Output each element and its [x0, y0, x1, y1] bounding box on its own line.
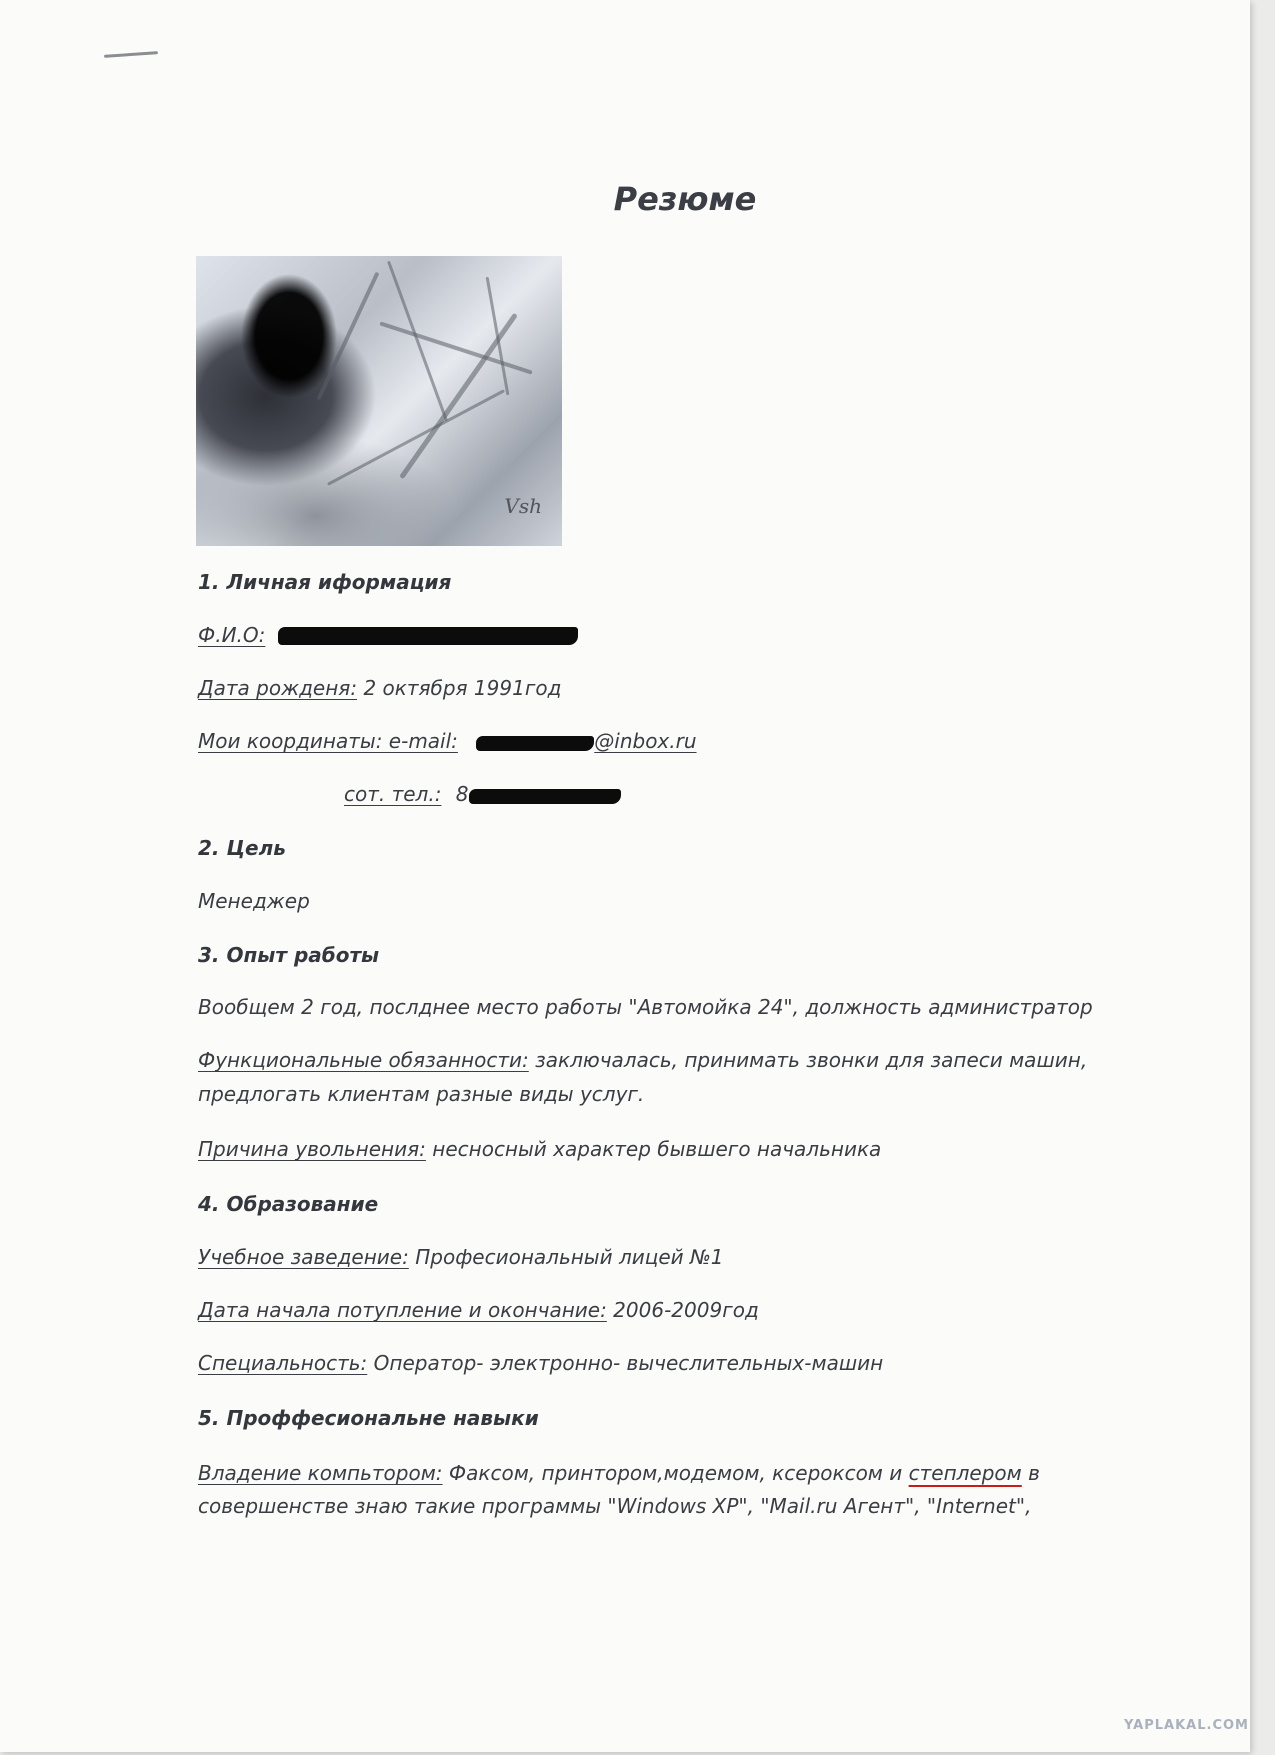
study-dates-value: 2006-2009год — [606, 1298, 759, 1322]
phone-label: сот. тел.: — [344, 782, 442, 806]
phone-redacted — [469, 789, 621, 804]
fio-row — [198, 623, 578, 647]
email-row — [198, 729, 697, 753]
goal-value: Менеджер — [198, 889, 310, 913]
fio-label: Ф.И.О: — [198, 623, 266, 647]
page-title: Резюме — [613, 180, 757, 218]
email-domain: @inbox.ru — [594, 729, 697, 753]
dob-row — [198, 676, 561, 700]
leave-value: несносный характер бывшего начальника — [425, 1137, 882, 1161]
study-dates-label: Дата начала потупление и окончание: — [198, 1298, 607, 1322]
specialty-value: Оператор- электронно- вычеслительных-машин — [367, 1351, 884, 1375]
phone-row — [344, 782, 621, 806]
photo-signature: Vsh — [504, 494, 542, 518]
duties-row — [198, 1048, 1087, 1072]
fio-redacted — [278, 627, 578, 645]
dob-label: Дата рожденя: — [198, 676, 358, 700]
duties-value-continued: предлогать клиентам разные виды услуг. — [198, 1082, 645, 1106]
dob-value: 2 октября 1991год — [363, 676, 562, 700]
school-label: Учебное заведение: — [198, 1245, 409, 1269]
computer-skills-row — [198, 1461, 1040, 1485]
experience-summary: Вообщем 2 год, послднее место работы "Автомойка 24", должность администратор — [198, 995, 1093, 1019]
specialty-label: Специальность: — [198, 1351, 368, 1375]
duties-value: заключалась, принимать звонки для запеси машин, — [528, 1048, 1088, 1072]
computer-skills-value: Факсом, принтором,модемом, ксероксом и — [442, 1461, 909, 1485]
misspelled-word-marked: степлером — [908, 1461, 1022, 1485]
section-experience-heading: 3. Опыт работы — [198, 943, 380, 967]
duties-label: Функциональные обязанности: — [198, 1048, 529, 1072]
site-watermark: YAPLAKAL.COM — [1124, 1718, 1249, 1733]
section-goal-heading: 2. Цель — [198, 836, 286, 860]
computer-skills-continued: совершенстве знаю такие программы "Windows XP", "Mail.ru Агент", "Internet", — [198, 1494, 1032, 1518]
section-skills-heading: 5. Проффесиональне навыки — [198, 1406, 539, 1430]
computer-skills-value-tail: в — [1021, 1461, 1040, 1485]
school-value: Професиональный лицей №1 — [408, 1245, 724, 1269]
profile-photo — [196, 256, 562, 546]
school-row — [198, 1245, 724, 1269]
study-dates-row — [198, 1298, 759, 1322]
computer-skills-label: Владение компьтором: — [198, 1461, 443, 1485]
staple-mark — [104, 51, 158, 58]
leave-row — [198, 1137, 881, 1161]
section-education-heading: 4. Образование — [198, 1192, 379, 1216]
specialty-row — [198, 1351, 883, 1375]
phone-prefix: 8 — [455, 782, 469, 806]
email-redacted — [476, 736, 594, 751]
leave-label: Причина увольнения: — [198, 1137, 426, 1161]
section-personal-heading: 1. Личная иформация — [198, 570, 452, 594]
contacts-label: Мои координаты: e-mail: — [198, 729, 458, 753]
